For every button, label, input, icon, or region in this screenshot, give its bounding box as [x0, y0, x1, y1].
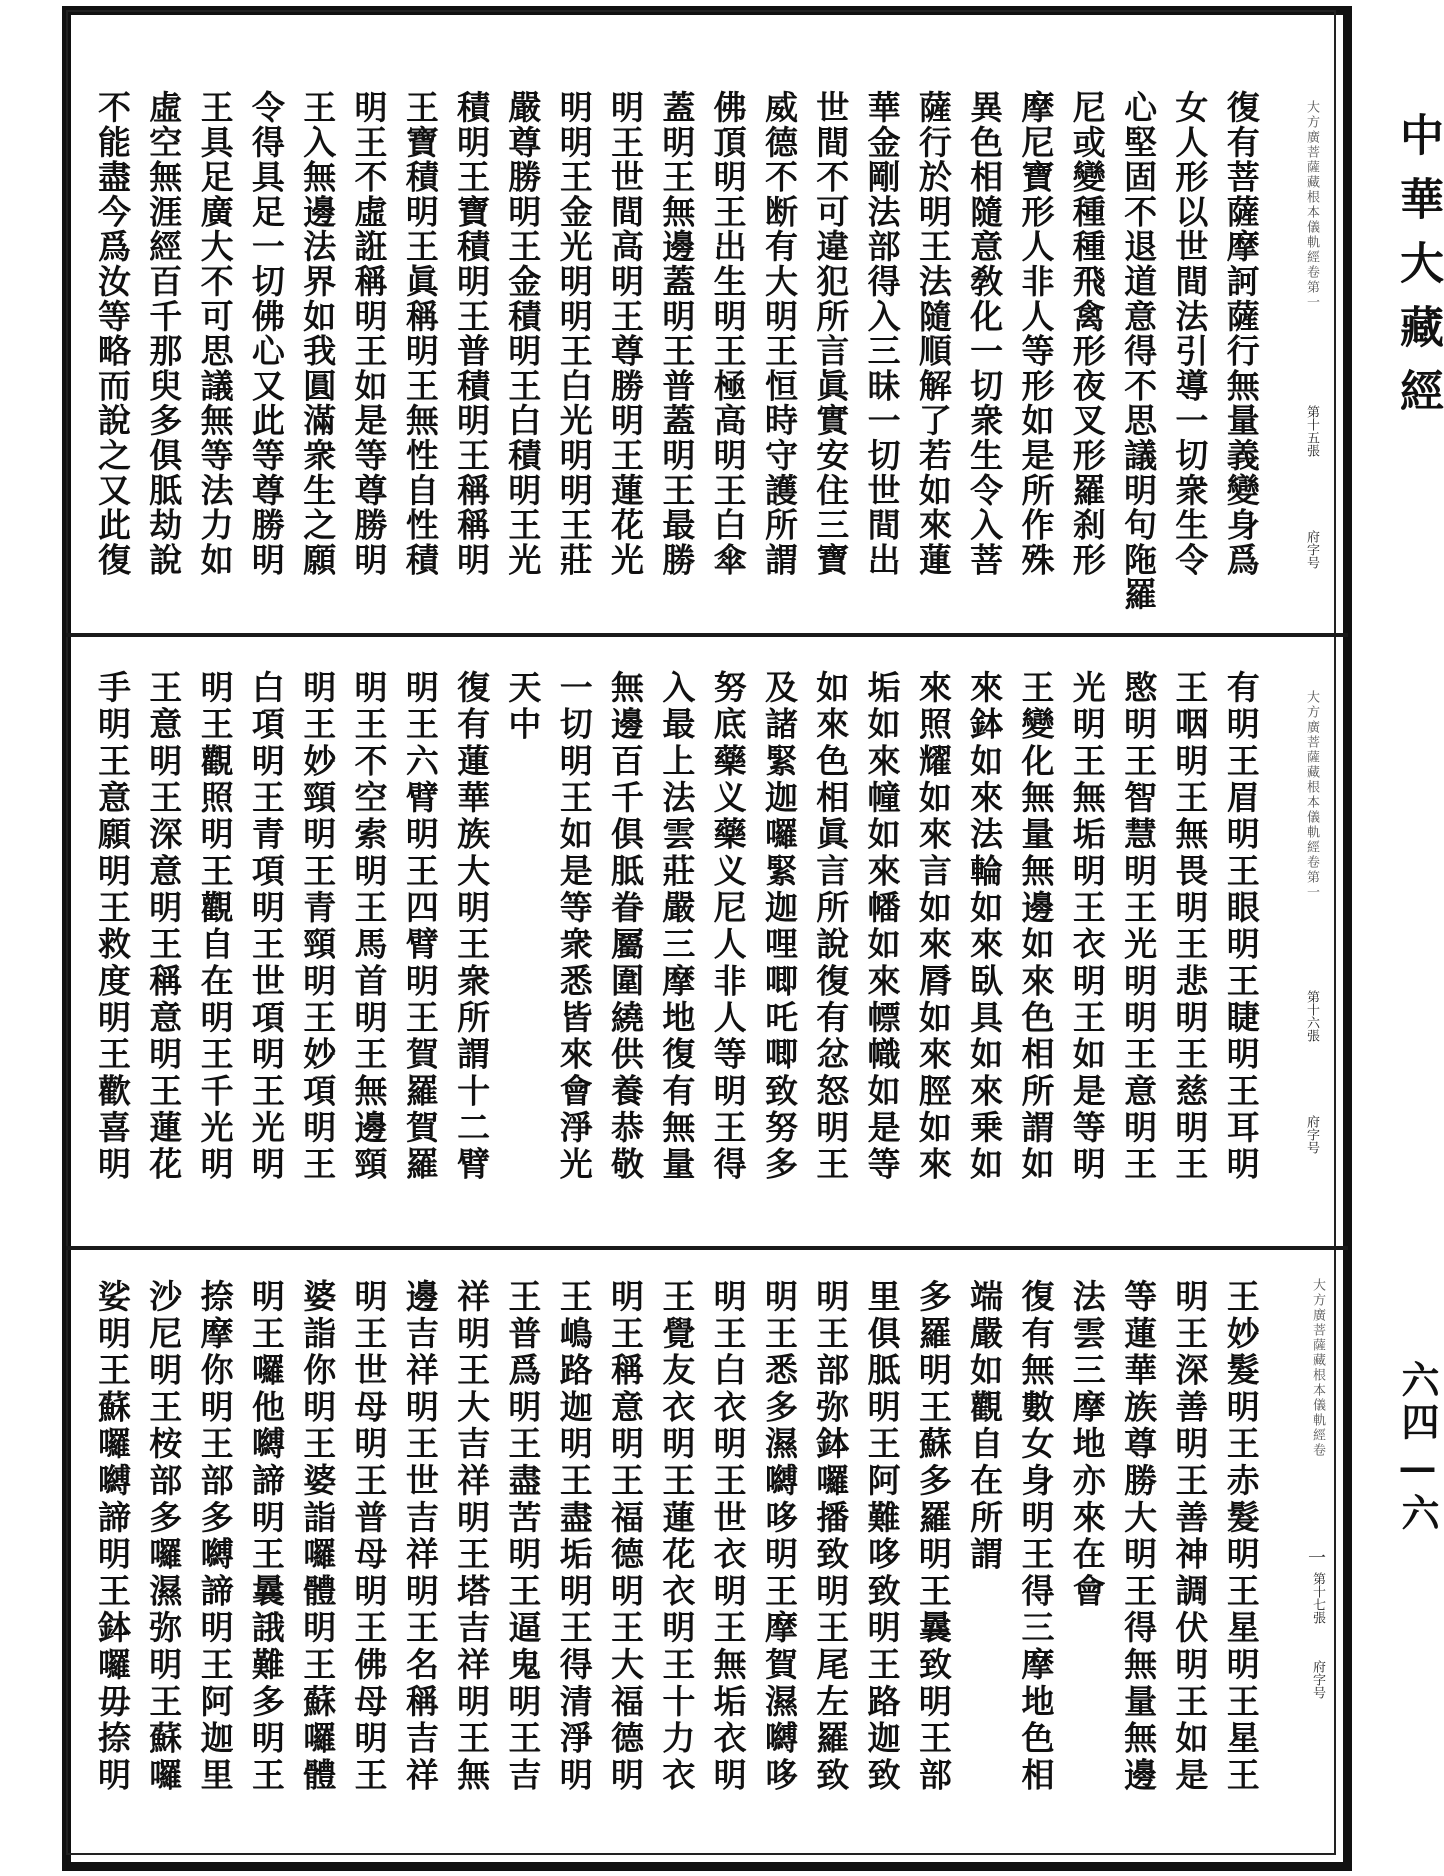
text-column: 有明王眉明王眼明王睫明王耳明 [1221, 670, 1261, 1184]
text-column: 令得具足一切佛心又此等尊勝明 [246, 90, 286, 578]
margin-leaf-number: 第十六張 [1304, 990, 1319, 1042]
text-column: 光明王無垢明王衣明王如是等明 [1067, 670, 1107, 1184]
text-column: 沙尼明王桉部多囉濕弥明王蘇囉 [144, 1279, 184, 1795]
text-column: 明王深善明王善神調伏明王如是 [1170, 1279, 1210, 1795]
margin-leaf-number: 第十五張 [1304, 405, 1319, 457]
text-column: 明王觀照明王觀自在明王千光明 [195, 670, 235, 1184]
text-column: 王咽明王無畏明王悲明王慈明王 [1170, 670, 1210, 1184]
text-column: 復有菩薩摩訶薩行無量義變身爲 [1221, 90, 1261, 578]
text-column: 里俱胝明王阿難哆致明王路迦致 [862, 1279, 902, 1795]
text-column: 蓋明王無邊蓋明王普蓋明王最勝 [657, 90, 697, 578]
text-column: 佛頂明王出生明王極高明王白傘 [708, 90, 748, 578]
text-column: 婆詣你明王婆詣囉體明王蘇囉體 [298, 1279, 338, 1795]
text-column: 明王妙頸明王青頸明王妙項明王 [298, 670, 338, 1184]
text-column: 垢如來幢如來幡如來幖幟如是等 [862, 670, 902, 1184]
text-column: 明王白衣明王世衣明王無垢衣明 [708, 1279, 748, 1795]
text-column: 虛空無涯經百千那臾多俱胝劫說 [144, 90, 184, 578]
text-column: 白項明王青項明王世項明王光明 [246, 670, 286, 1184]
text-column: 明王囉他嚩諦明王曩誐難多明王 [246, 1279, 286, 1795]
text-panel-middle [87, 670, 1337, 1220]
text-column: 及諸緊迦囉緊迦哩唧吒唧致努多 [759, 670, 799, 1184]
panel-divider [66, 633, 1348, 637]
text-column: 明王不虛誑稱明王如是等尊勝明 [349, 90, 389, 578]
margin-sutra-title: 大方廣菩薩藏根本儀軌經卷第一 [1304, 100, 1319, 310]
text-column: 明王不空索明王馬首明王無邊頸 [349, 670, 389, 1184]
text-column: 無邊百千俱胝眷屬圍繞供養恭敬 [606, 670, 646, 1184]
text-column: 等蓮華族尊勝大明王得無量無邊 [1119, 1279, 1159, 1795]
text-column: 娑明王蘇囉嚩諦明王鉢囉毋捺明 [93, 1279, 132, 1795]
text-column: 復有無數女身明王得三摩地色相 [1016, 1279, 1056, 1795]
text-column: 尼或變種種飛禽形夜叉形羅刹形 [1067, 90, 1107, 578]
text-panel-bottom [87, 1279, 1337, 1831]
text-panel-top [87, 90, 1337, 612]
text-column: 法雲三摩地亦來在會 [1067, 1279, 1107, 1611]
text-column: 明王六臂明王四臂明王賀羅賀羅 [400, 670, 440, 1184]
text-column: 威德不断有大明王恒時守護所謂 [759, 90, 799, 578]
text-column: 王嶋路迦明王盡垢明王得清淨明 [554, 1279, 594, 1795]
text-column: 努底藥义藥义尼人非人等明王得 [708, 670, 748, 1184]
text-column: 不能盡今爲汝等略而說之又此復 [93, 90, 132, 578]
text-column: 王寶積明王眞稱明王無性自性積 [400, 90, 440, 578]
text-column: 世間不可違犯所言眞實安住三寶 [811, 90, 851, 578]
text-column: 王意明王深意明王稱意明王蓮花 [144, 670, 184, 1184]
margin-volume-number: 一 [1305, 1548, 1326, 1566]
text-column: 手明王意願明王救度明王歡喜明 [93, 670, 132, 1184]
text-column: 王普爲明王盡苦明王逼鬼明王吉 [503, 1279, 543, 1795]
text-column: 祥明王大吉祥明王塔吉祥明王無 [452, 1279, 492, 1795]
text-column: 明王稱意明王福德明王大福德明 [606, 1279, 646, 1795]
text-column: 明明王金光明明王白光明明王莊 [554, 90, 594, 578]
text-column: 捺摩你明王部多嚩諦明王阿迦里 [195, 1279, 235, 1795]
text-column: 來照耀如來言如來脣如來脛如來 [913, 670, 953, 1184]
text-column: 王變化無量無邊如來色相所謂如 [1016, 670, 1056, 1184]
text-column: 如來色相眞言所說復有忿怒明王 [811, 670, 851, 1184]
collection-title: 中華大藏經 [1392, 112, 1443, 432]
text-column: 明王部弥鉢囉播致明王尾左羅致 [811, 1279, 851, 1795]
text-column: 薩行於明王法隨順解了若如來蓮 [913, 90, 953, 578]
text-column: 天中 [503, 670, 543, 744]
text-column: 一切明王如是等衆悉皆來會淨光 [554, 670, 594, 1184]
text-column: 端嚴如觀自在所謂 [965, 1279, 1005, 1574]
text-column: 王具足廣大不可思議無等法力如 [195, 90, 235, 578]
text-column: 多羅明王蘇多羅明王曩致明王部 [913, 1279, 953, 1795]
margin-mark: 府字号 [1310, 1660, 1325, 1699]
margin-sutra-title: 大方廣菩薩藏根本儀軌經卷第一 [1304, 690, 1319, 900]
margin-mark: 府字号 [1304, 1115, 1319, 1154]
text-column: 異色相隨意敎化一切衆生令入菩 [965, 90, 1005, 578]
text-column: 明王世間高明王尊勝明王蓮花光 [606, 90, 646, 578]
text-column: 明王世母明王普母明王佛母明王 [349, 1279, 389, 1795]
text-column: 入最上法雲莊嚴三摩地復有無量 [657, 670, 697, 1184]
margin-mark: 府字号 [1304, 530, 1319, 569]
text-column: 愍明王智慧明王光明明王意明王 [1119, 670, 1159, 1184]
text-column: 王覺友衣明王蓮花衣明王十力衣 [657, 1279, 697, 1795]
text-column: 王入無邊法界如我圓滿衆生之願 [298, 90, 338, 578]
text-column: 積明王寶積明王普積明王稱稱明 [452, 90, 492, 578]
text-column: 王妙髮明王赤髮明王星明王星王 [1221, 1279, 1261, 1795]
margin-leaf-number: 第十七張 [1310, 1572, 1325, 1624]
text-column: 來鉢如來法輪如來臥具如來乗如 [965, 670, 1005, 1184]
text-column: 心堅固不退道意得不思議明句陁羅 [1119, 90, 1159, 612]
text-column: 華金剛法部得入三昧一切世間出 [862, 90, 902, 578]
text-column: 明王悉多濕嚩哆明王摩賀濕嚩哆 [759, 1279, 799, 1795]
text-column: 嚴尊勝明王金積明王白積明王光 [503, 90, 543, 578]
text-column: 摩尼寶形人非人等形如是所作殊 [1016, 90, 1056, 578]
page-number: 六四—六 [1395, 1360, 1440, 1535]
text-column: 邊吉祥明王世吉祥明王名稱吉祥 [400, 1279, 440, 1795]
text-column: 女人形以世間法引導一切衆生令 [1170, 90, 1210, 578]
text-column: 復有蓮華族大明王衆所謂十二臂 [452, 670, 492, 1184]
margin-sutra-title: 大方廣菩薩藏根本儀軌經卷 [1310, 1278, 1325, 1458]
panel-divider [66, 1246, 1348, 1250]
